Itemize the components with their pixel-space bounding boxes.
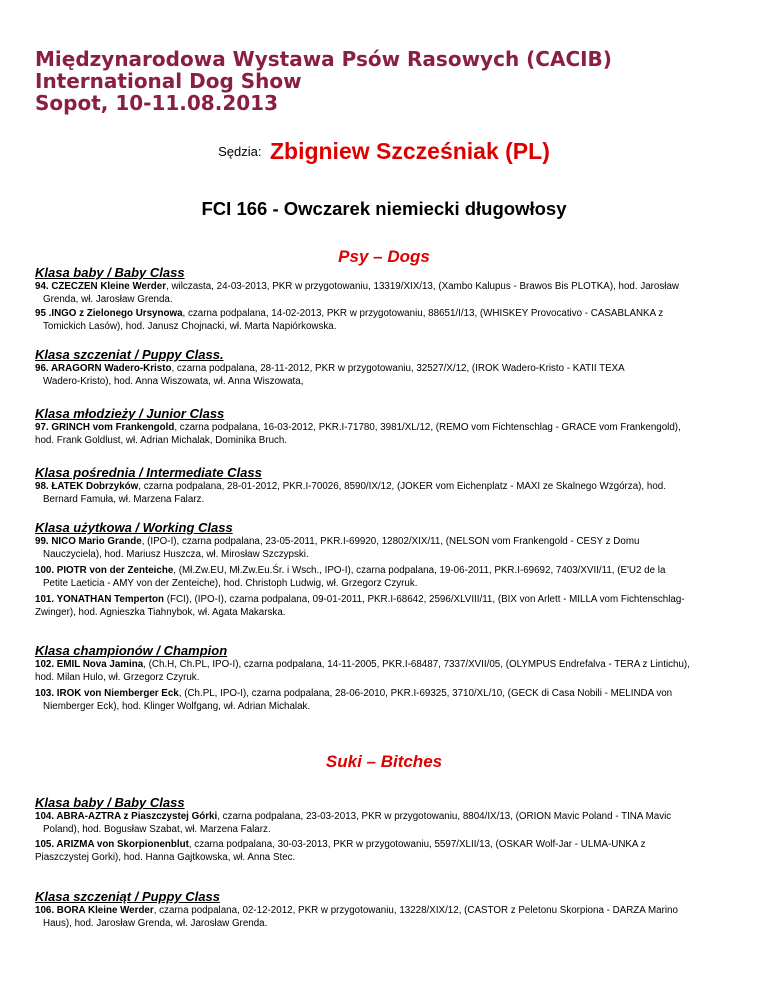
entry-details-cont: Haus), hod. Jarosław Grenda, wł. Jarosław Grenda. xyxy=(43,918,268,929)
entry-details: , (Ch.H, Ch.PL, IPO-I), czarna podpalana, 14-11-2005, PKR.I-68487, 7337/XVII/05, (OLYMPUS Endrefalva - TERA z Lintichu), xyxy=(143,659,690,670)
entry-name: 104. ABRA-AZTRA z Piaszczystej Górki xyxy=(35,811,218,822)
entry-details: , czarna podpalana, 23-03-2013, PKR w przygotowaniu, 8804/IX/13, (ORION Mavic Poland - TINA Mavic xyxy=(217,811,672,822)
judge-label: Sędzia: xyxy=(218,144,262,159)
show-title xyxy=(35,48,612,114)
entry-name: 95 .INGO z Zielonego Ursynowa xyxy=(35,308,183,319)
entry-details-cont: Piaszczystej Gorki), hod. Hanna Gajtkowska, wł. Anna Stec. xyxy=(35,852,296,863)
class-title: Klasa szczeniąt / Puppy Class xyxy=(35,889,220,904)
entry xyxy=(35,838,740,864)
class-title: Klasa użytkowa / Working Class xyxy=(35,520,233,535)
class-title: Klasa baby / Baby Class xyxy=(35,265,185,280)
entry-details: , czarna podpalana, 14-02-2013, PKR w przygotowaniu, 88651/I/13, (WHISKEY Provocativo - CASABLANKA z xyxy=(182,308,664,319)
class-title: Klasa baby / Baby Class xyxy=(35,795,185,810)
judge-name: Zbigniew Szcześniak (PL) xyxy=(269,138,550,164)
entry-details: (FCI), (IPO-I), czarna podpalana, 09-01-2011, PKR.I-68642, 2596/XLVIII/11, (BIX von Arlett - MILLA vom Fichtenschlag- xyxy=(164,594,685,605)
entry-details-cont: Poland), hod. Bogusław Szabat, wł. Marzena Falarz. xyxy=(43,824,271,835)
class-title: Klasa championów / Champion xyxy=(35,643,228,658)
entry-name: 102. EMIL Nova Jamina xyxy=(35,659,144,670)
judge-line xyxy=(0,138,768,165)
entry-details-cont: Niemberger Eck), hod. Klinger Wolfgang, wł. Adrian Michalak. xyxy=(43,701,311,712)
entry-name: 100. PIOTR von der Zenteiche xyxy=(35,565,174,576)
section-title-bitches: Suki – Bitches xyxy=(325,752,443,771)
entry-details: , czarna podpalana, 28-01-2012, PKR.I-70026, 8590/IX/12, (JOKER vom Eichenplatz - MAXI ze Skalnego Wzgórza), hod. xyxy=(138,481,666,492)
entry-details: , (IPO-I), czarna podpalana, 23-05-2011, PKR.I-69920, 12802/XIX/11, (NELSON vom Frankengold - CESY z Domu xyxy=(141,536,640,547)
entry-details-cont: Zwinger), hod. Agnieszka Tiahnybok, wł. Agata Makarska. xyxy=(35,607,286,618)
entry-details-cont: Wadero-Kristo), hod. Anna Wiszowata, wł. Anna Wiszowata, xyxy=(43,376,304,387)
breed-title: FCI 166 - Owczarek niemiecki długowłosy xyxy=(201,198,567,219)
class-title: Klasa młodzieży / Junior Class xyxy=(35,406,225,421)
entry-name: 106. BORA Kleine Werder xyxy=(35,905,154,916)
class-title: Klasa szczeniat / Puppy Class. xyxy=(35,347,224,362)
class-title: Klasa pośrednia / Intermediate Class xyxy=(35,465,262,480)
entry-name: 98. ŁATEK Dobrzyków xyxy=(35,481,139,492)
entry xyxy=(35,904,740,930)
entry-details-cont: Nauczyciela), hod. Mariusz Huszcza, wł. Mirosław Szczypski. xyxy=(43,549,309,560)
entry xyxy=(35,535,740,561)
entry-details: , czarna podpalana, 02-12-2012, PKR w przygotowaniu, 13228/XIX/12, (CASTOR z Peletonu Skorpiona - DARZA Marino xyxy=(153,905,678,916)
show-title-line: Sopot, 10-11.08.2013 xyxy=(35,91,278,115)
entry-details: , wilczasta, 24-03-2013, PKR w przygotowaniu, 13319/XIX/13, (Xambo Kalupus - Brawos Bis PLOTKA), hod. Jarosław xyxy=(166,281,679,292)
entry-details-cont: hod. Milan Hulo, wł. Grzegorz Czyruk. xyxy=(35,672,200,683)
entry-details-cont: Tomickich Lasów), hod. Janusz Chojnacki, wł. Marta Napiórkowska. xyxy=(43,321,337,332)
entry xyxy=(35,362,740,388)
entry-details-cont: Grenda, wł. Jarosław Grenda. xyxy=(43,294,173,305)
entry-name: 99. NICO Mario Grande xyxy=(35,536,142,547)
entry xyxy=(35,280,740,306)
entry-details-cont: Bernard Famuła, wł. Marzena Falarz. xyxy=(43,494,205,505)
entry-name: 101. YONATHAN Temperton xyxy=(35,594,165,605)
entry-details: , czarna podpalana, 30-03-2013, PKR w przygotowaniu, 5597/XLII/13, (OSKAR Wolf-Jar - ULMA-UNKA z xyxy=(188,839,646,850)
entry-details: , (Mł.Zw.EU, Mł.Zw.Eu.Śr. i Wsch., IPO-I), czarna podpalana, 19-06-2011, PKR.I-69692, 7403/XVII/11, (E'U2 de la xyxy=(173,565,666,576)
entry xyxy=(35,564,740,590)
entry-details-cont: hod. Frank Goldlust, wł. Adrian Michalak, Dominika Bruch. xyxy=(35,435,288,446)
entry-details: , czarna podpalana, 28-11-2012, PKR w przygotowaniu, 32527/X/12, (IROK Wadero-Kristo - KATII TEXA xyxy=(171,363,625,374)
entry xyxy=(35,687,740,713)
show-title-line: Międzynarodowa Wystawa Psów Rasowych (CACIB) xyxy=(35,47,612,71)
entry-name: 103. IROK von Niemberger Eck xyxy=(35,688,179,699)
entry-name: 105. ARIZMA von Skorpionenblut xyxy=(35,839,189,850)
entry xyxy=(35,480,740,506)
entry-name: 97. GRINCH vom Frankengold xyxy=(35,422,175,433)
entry-details: , czarna podpalana, 16-03-2012, PKR.I-71780, 3981/XL/12, (REMO vom Fichtenschlag - GRACE vom Frankengold), xyxy=(174,422,681,433)
show-title-line: International Dog Show xyxy=(35,69,302,93)
entry xyxy=(35,658,740,684)
entry-details-cont: Petite Laeticia - AMY von der Zenteiche), hod. Christoph Ludwig, wł. Grzegorz Czyruk. xyxy=(43,578,418,589)
entry-name: 94. CZECZEN Kleine Werder xyxy=(35,281,167,292)
entry xyxy=(35,307,740,333)
section-title-dogs: Psy – Dogs xyxy=(338,247,430,266)
entry xyxy=(35,593,740,619)
entry xyxy=(35,810,740,836)
entry-name: 96. ARAGORN Wadero-Kristo xyxy=(35,363,172,374)
entry-details: , (Ch.PL, IPO-I), czarna podpalana, 28-06-2010, PKR.I-69325, 3710/XL/10, (GECK di Casa Nobili - MELINDA von xyxy=(178,688,673,699)
entry xyxy=(35,421,740,447)
